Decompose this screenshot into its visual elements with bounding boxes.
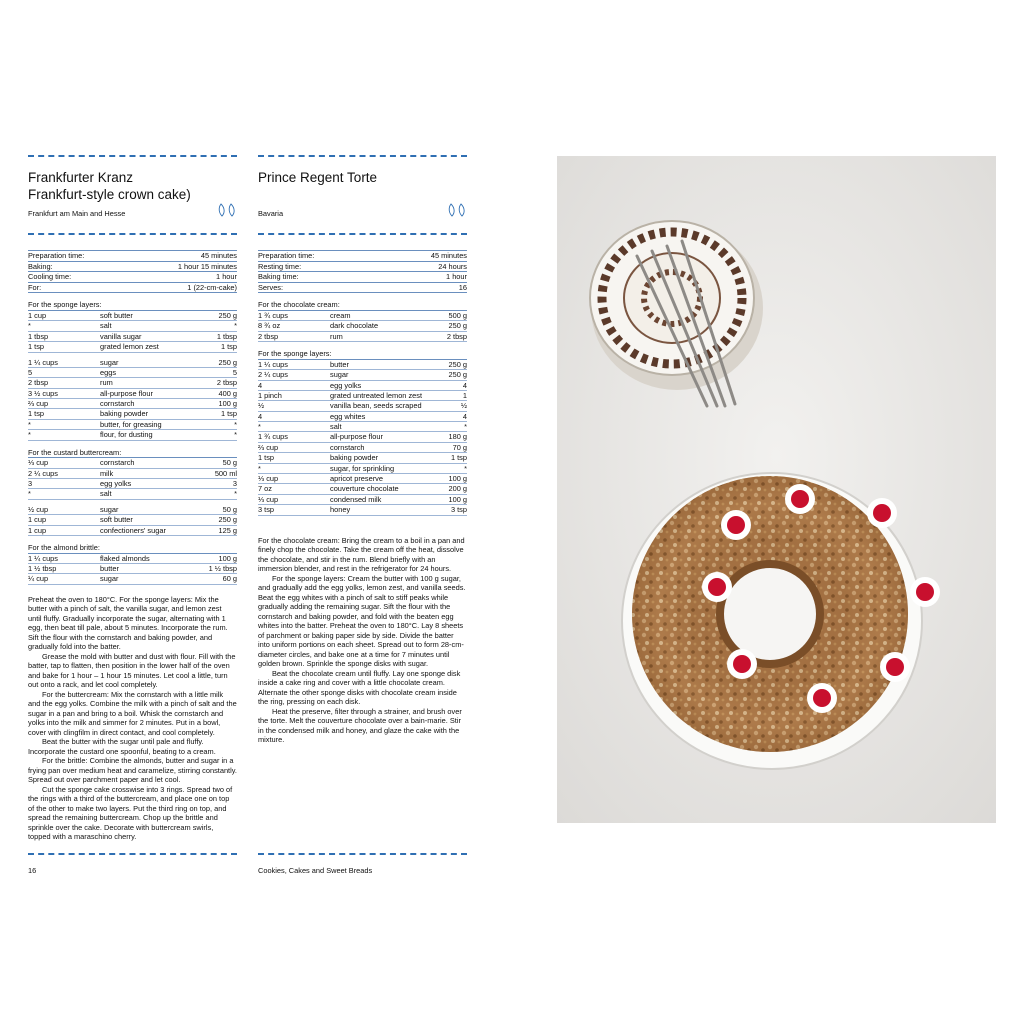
ingredient-quantity-metric: 500 g [448,310,467,320]
ingredient-row [28,321,237,331]
ingredient-quantity-metric: 250 g [218,310,237,320]
meta-row [258,262,467,273]
ingredient-row [258,332,467,342]
ingredient-quantity-metric: 50 g [222,458,237,468]
ingredient-quantity-us: 3 tsp [258,505,275,515]
ingredient-name: condensed milk [330,494,382,504]
ingredient-row [258,443,467,453]
meta-row [258,251,467,262]
cake-photo [557,156,996,823]
ingredient-quantity-us: 1 cup [28,515,47,525]
ingredient-name: rum [100,378,113,388]
ingredient-name: flour, for dusting [100,430,153,440]
ingredient-quantity-us: 1 tsp [28,409,45,419]
ingredient-quantity-us: ⅓ cup [258,494,279,504]
ingredient-quantity-us: 1 ¼ cups [28,357,58,367]
ingredient-quantity-metric: * [234,430,237,440]
ingredient-quantity-us: * [28,321,31,331]
ingredient-row [28,564,237,574]
section-heading-brittle: For the almond brittle: [28,543,237,554]
ingredient-name: baking powder [330,453,379,463]
method-paragraph: Grease the mold with butter and dust with flour. Fill with the batter, tap to flatten, then position in the lower half of the oven and bake for 1 hour – 1 hour 15 minutes. Let cool a little, turn out onto a rack, and let cool completely. [28,651,236,690]
ingredient-row [258,453,467,463]
ingredient-row [258,401,467,411]
ingredient-row [28,469,237,479]
ingredient-quantity-metric: * [234,419,237,429]
ingredient-name: salt [330,422,342,432]
meta-value: 16 [458,282,467,292]
ingredient-quantity-metric: 2 tbsp [446,331,467,341]
ingredient-row [28,515,237,525]
ingredient-quantity-us: ½ cup [28,504,49,514]
recipe-title [28,169,237,203]
ingredient-quantity-metric: 200 g [448,484,467,494]
ingredient-quantity-us: * [28,419,31,429]
ingredient-name: egg whites [330,411,366,421]
ingredient-row [258,432,467,442]
ingredient-quantity-metric: * [234,321,237,331]
ingredient-quantity-metric: 100 g [448,494,467,504]
ingredient-name: sugar [100,574,119,584]
meta-label: For: [28,282,42,292]
ingredient-quantity-us: 4 [258,411,263,421]
ingredient-quantity-metric: 180 g [448,432,467,442]
ingredient-quantity-us: * [258,422,261,432]
ingredient-name: soft butter [100,310,133,320]
ingredient-quantity-us: 1 cup [28,310,47,320]
ingredient-name: soft butter [100,515,133,525]
ingredient-row [258,495,467,505]
ingredient-quantity-us: * [28,430,31,440]
meta-value: 1 hour [446,272,467,282]
recipe-frankfurter-kranz [28,155,237,842]
ingredient-quantity-metric: 250 g [448,359,467,369]
meta-label: Preparation time: [28,251,85,260]
ingredient-name: dark chocolate [330,321,379,331]
ingredient-quantity-metric: 3 tsp [450,505,467,515]
ingredient-quantity-metric: 50 g [222,504,237,514]
ingredient-row [258,311,467,321]
ingredient-quantity-us: * [258,463,261,473]
ingredient-name: couverture chocolate [330,484,399,494]
ingredient-quantity-us: 5 [28,367,33,377]
ingredient-quantity-us: 8 ¾ oz [258,321,281,331]
ingredient-quantity-us: ⅔ cup [28,399,49,409]
page-number: 16 [28,866,37,875]
ingredient-row [28,342,237,352]
recipe-title-line1: Frankfurter Kranz [28,170,134,185]
ingredient-list-sponge-2 [28,358,237,441]
meta-row [28,262,237,273]
ingredient-name: egg yolks [100,479,132,489]
ingredient-name: confectioners' sugar [100,525,166,535]
ingredient-quantity-us: 1 ½ tbsp [28,563,57,573]
recipe-region: Frankfurt am Main and Hesse [28,209,126,218]
title-top-divider [28,155,237,157]
ingredient-quantity-metric: 100 g [218,399,237,409]
ingredient-quantity-metric: 250 g [448,321,467,331]
recipe-title-line2: Frankfurt-style crown cake) [28,187,191,202]
ingredient-quantity-us: 2 ¼ cups [258,370,288,380]
section-heading-sponge: For the sponge layers: [258,349,467,360]
recipe-method [28,595,237,842]
ingredient-name: rum [330,331,343,341]
recipe-title-line1: Prince Regent Torte [258,170,378,185]
meta-value: 24 hours [438,261,467,271]
ingredient-quantity-us: ⅓ cup [28,458,49,468]
ingredient-name: honey [330,505,351,515]
ingredient-name: apricot preserve [330,474,383,484]
ingredient-quantity-us: 1 tsp [258,453,275,463]
ingredient-name: cornstarch [100,399,135,409]
method-paragraph: For the brittle: Combine the almonds, butter and sugar in a frying pan over medium heat and caramelize, stirring constantly. Spread out over parchment paper and let cool. [28,756,237,785]
meta-label: Baking time: [258,272,299,282]
ingredient-quantity-metric: 100 g [448,474,467,484]
recipe-meta-table [258,250,467,293]
ingredient-quantity-us: 1 ¼ cups [258,359,288,369]
ingredient-list-sponge-1 [28,311,237,353]
ingredient-row [28,378,237,388]
ingredient-quantity-metric: 250 g [448,370,467,380]
ingredient-quantity-metric: * [464,422,467,432]
ingredient-quantity-metric: 250 g [218,357,237,367]
meta-label: Serves: [258,282,284,292]
ingredient-row [258,474,467,484]
ingredient-quantity-us: 7 oz [258,484,272,494]
ingredient-quantity-metric: ½ [460,401,467,411]
ingredient-quantity-us: ½ [258,401,265,411]
ingredient-quantity-metric: 250 g [218,515,237,525]
ingredient-quantity-metric: * [464,463,467,473]
ingredient-row [28,430,237,440]
recipe-meta-table [28,250,237,293]
ingredient-row [28,389,237,399]
ingredient-quantity-us: 2 tbsp [28,378,49,388]
ingredient-row [258,464,467,474]
ingredient-quantity-metric: 4 [462,411,467,421]
ingredient-name: cream [330,310,351,320]
ingredient-name: all-purpose flour [330,432,383,442]
section-name: Cookies, Cakes and Sweet Breads [258,866,373,875]
ingredient-row [28,311,237,321]
ingredient-row [28,358,237,368]
ingredient-name: butter [330,359,349,369]
section-heading-sponge: For the sponge layers: [28,300,237,311]
ingredient-name: salt [100,321,112,331]
cake-photo-illustration [557,156,996,823]
ingredient-name: milk [100,468,114,478]
ingredient-row [258,505,467,515]
ingredient-quantity-metric: 1 ½ tbsp [208,563,237,573]
ingredient-name: sugar, for sprinkling [330,463,395,473]
ingredient-quantity-metric: 1 tbsp [216,331,237,341]
region-row [28,207,237,223]
method-paragraph: For the sponge layers: Cream the butter with 100 g sugar, and gradually add the egg yolks, lemon zest, and vanilla seeds. Beat the egg whites with a pinch of salt to stiff peaks while gradually adding the remaining sugar. Sift the flour with the cornstarch and baking powder, and fold with the beaten egg whites into the batter. Preheat the oven to 180°C. Lay 8 sheets of parchment or baking paper side by side. Divide the batter into uniform portions on each sheet. Spread out to form 28-cm-diameter circles, and bake one at a time for 7 minutes until golden brown. Sprinkle the sponge disks with sugar. [258,573,466,669]
ingredient-row [258,412,467,422]
ingredient-name: all-purpose flour [100,388,153,398]
ingredient-quantity-metric: 5 [232,367,237,377]
ingredient-name: butter, for greasing [100,419,162,429]
ingredient-quantity-us: 4 [258,380,263,390]
ingredient-row [258,484,467,494]
ingredient-row [28,368,237,378]
ingredient-quantity-us: ⅔ cup [258,442,279,452]
ingredient-row [258,391,467,401]
ingredient-name: egg yolks [330,380,362,390]
section-heading-chocolate: For the chocolate cream: [258,300,467,311]
ingredient-row [28,479,237,489]
method-paragraph: For the chocolate cream: Bring the cream to a boil in a pan and finely chop the chocolate. Take the cream off the heat, dissolve the chocolate, and stir in the rum. Blend briefly with an immersion blender, and rest in the refrigerator for 24 hours. [258,535,465,574]
footer-divider-left [28,853,237,855]
meta-value: 1 hour 15 minutes [177,261,237,271]
meta-label: Preparation time: [258,251,315,260]
method-paragraph: Beat the butter with the sugar until pale and fluffy. Incorporate the custard one spoonful, beating to a cream. [28,737,216,756]
meta-row [258,272,467,283]
meta-label: Cooling time: [28,272,72,282]
method-paragraph: Cut the sponge cake crosswise into 3 rings. Spread two of the rings with a third of the buttercream, and place one on top of the other to make two layers. Put the third ring on top, and spread the remaining buttercream. Chop up the brittle and sprinkle over the cake. Decorate with buttercream swirls, topped with a maraschino cherry. [28,784,233,842]
region-bottom-divider [258,233,467,235]
section-heading-custard: For the custard buttercream: [28,448,237,459]
meta-row [28,272,237,283]
region-bottom-divider [28,233,237,235]
ingredient-quantity-us: ⅓ cup [258,474,279,484]
ingredient-quantity-metric: 3 [232,479,237,489]
meta-label: Baking: [28,261,53,271]
ingredient-name: vanilla bean, seeds scraped [330,401,422,411]
ingredient-quantity-us: 1 ¾ cups [258,310,288,320]
ingredient-row [28,554,237,564]
ingredient-name: eggs [100,367,117,377]
recipe-region: Bavaria [258,209,284,218]
ingredient-quantity-metric: 4 [462,380,467,390]
ingredient-name: butter [100,563,119,573]
ingredient-row [28,420,237,430]
ingredient-name: vanilla sugar [100,331,142,341]
ingredient-row [258,422,467,432]
ingredient-name: sugar [100,504,119,514]
ingredient-name: flaked almonds [100,553,150,563]
ingredient-quantity-us: 3 [28,479,33,489]
meta-row [28,283,237,294]
method-paragraph: Preheat the oven to 180°C. For the sponge layers: Mix the butter with a pinch of salt, the vanilla sugar, and lemon zest until fluffy. Gradually incorporate the sugar, alternating with 1 egg, then beat till pale, about 5 minutes. Incorporate the rum. Sift the flour with the cornstarch and baking powder, and gradually fold into the batter. [28,594,228,652]
ingredient-name: grated lemon zest [100,342,159,352]
ingredient-row [28,332,237,342]
ingredient-quantity-us: * [28,489,31,499]
recipe-method [258,536,467,745]
ingredient-row [28,574,237,584]
meta-value: 45 minutes [200,251,237,260]
recipe-prince-regent-torte [258,155,467,745]
region-row [258,207,467,223]
ingredient-quantity-metric: 1 tsp [220,409,237,419]
ingredient-quantity-us: 1 pinch [258,390,282,400]
ingredient-quantity-us: 1 tbsp [28,331,49,341]
ingredient-row [258,360,467,370]
ingredient-list-custard-2 [28,505,237,536]
meta-value: 45 minutes [430,251,467,260]
ingredient-name: baking powder [100,409,149,419]
ingredient-name: salt [100,489,112,499]
ingredient-quantity-metric: * [234,489,237,499]
ingredient-name: cornstarch [100,458,135,468]
meta-row [28,251,237,262]
ingredient-quantity-metric: 70 g [452,442,467,452]
ingredient-row [28,399,237,409]
ingredient-quantity-metric: 1 tsp [220,342,237,352]
recipe-title [258,169,467,203]
ingredient-quantity-metric: 1 [462,390,467,400]
ingredient-quantity-us: 2 ¼ cups [28,468,58,478]
ingredient-quantity-us: 1 ¾ cups [258,432,288,442]
ingredient-quantity-us: 1 tsp [28,342,45,352]
ingredient-name: sugar [100,357,119,367]
vegetarian-leaf-icon [217,203,237,217]
ingredient-quantity-metric: 60 g [222,574,237,584]
ingredient-list-brittle [28,554,237,585]
ingredient-name: cornstarch [330,442,365,452]
ingredient-row [258,321,467,331]
meta-label: Resting time: [258,261,302,271]
ingredient-quantity-us: 2 tbsp [258,331,279,341]
ingredient-quantity-us: 1 ¼ cups [28,553,58,563]
footer-divider-right [258,853,467,855]
ingredient-list-sponge [258,360,467,516]
meta-value: 1 hour [216,272,237,282]
method-paragraph: Heat the preserve, filter through a strainer, and brush over the torte. Melt the couverture chocolate over a bain-marie. Stir in the condensed milk and honey, and glaze the cake with the mixture. [258,706,462,745]
ingredient-list-custard-1 [28,458,237,500]
ingredient-row [258,381,467,391]
ingredient-row [28,458,237,468]
ingredient-quantity-us: 1 cup [28,525,47,535]
ingredient-quantity-us: 3 ½ cups [28,388,58,398]
vegetarian-leaf-icon [447,203,467,217]
ingredient-quantity-metric: 100 g [218,553,237,563]
ingredient-quantity-metric: 500 ml [214,468,237,478]
method-paragraph: For the buttercream: Mix the cornstarch with a little milk and the egg yolks. Combine the milk with a pinch of salt and the sugar in a pan and bring to a boil. Whisk the cornstarch and yolks into the milk and simmer for 2 minutes. Put in a bowl, cover with clingfilm in direct contact, and cool completely. [28,689,237,737]
ingredient-quantity-us: ¼ cup [28,574,49,584]
ingredient-row [28,489,237,499]
ingredient-list-chocolate [258,311,467,342]
meta-row [258,283,467,294]
ingredient-name: sugar [330,370,349,380]
ingredient-quantity-metric: 1 tsp [450,453,467,463]
ingredient-row [258,370,467,380]
ingredient-name: grated untreated lemon zest [330,390,423,400]
meta-value: 1 (22-cm-cake) [187,282,237,292]
method-paragraph: Beat the chocolate cream until fluffy. Lay one sponge disk inside a cake ring and cover with a little chocolate cream. Alternate the other sponge disks with chocolate cream inside the ring, pressing on each disk. [258,668,461,707]
ingredient-quantity-metric: 2 tbsp [216,378,237,388]
ingredient-row [28,526,237,536]
ingredient-quantity-metric: 400 g [218,388,237,398]
title-top-divider [258,155,467,157]
ingredient-quantity-metric: 125 g [218,525,237,535]
ingredient-row [28,505,237,515]
ingredient-row [28,409,237,419]
